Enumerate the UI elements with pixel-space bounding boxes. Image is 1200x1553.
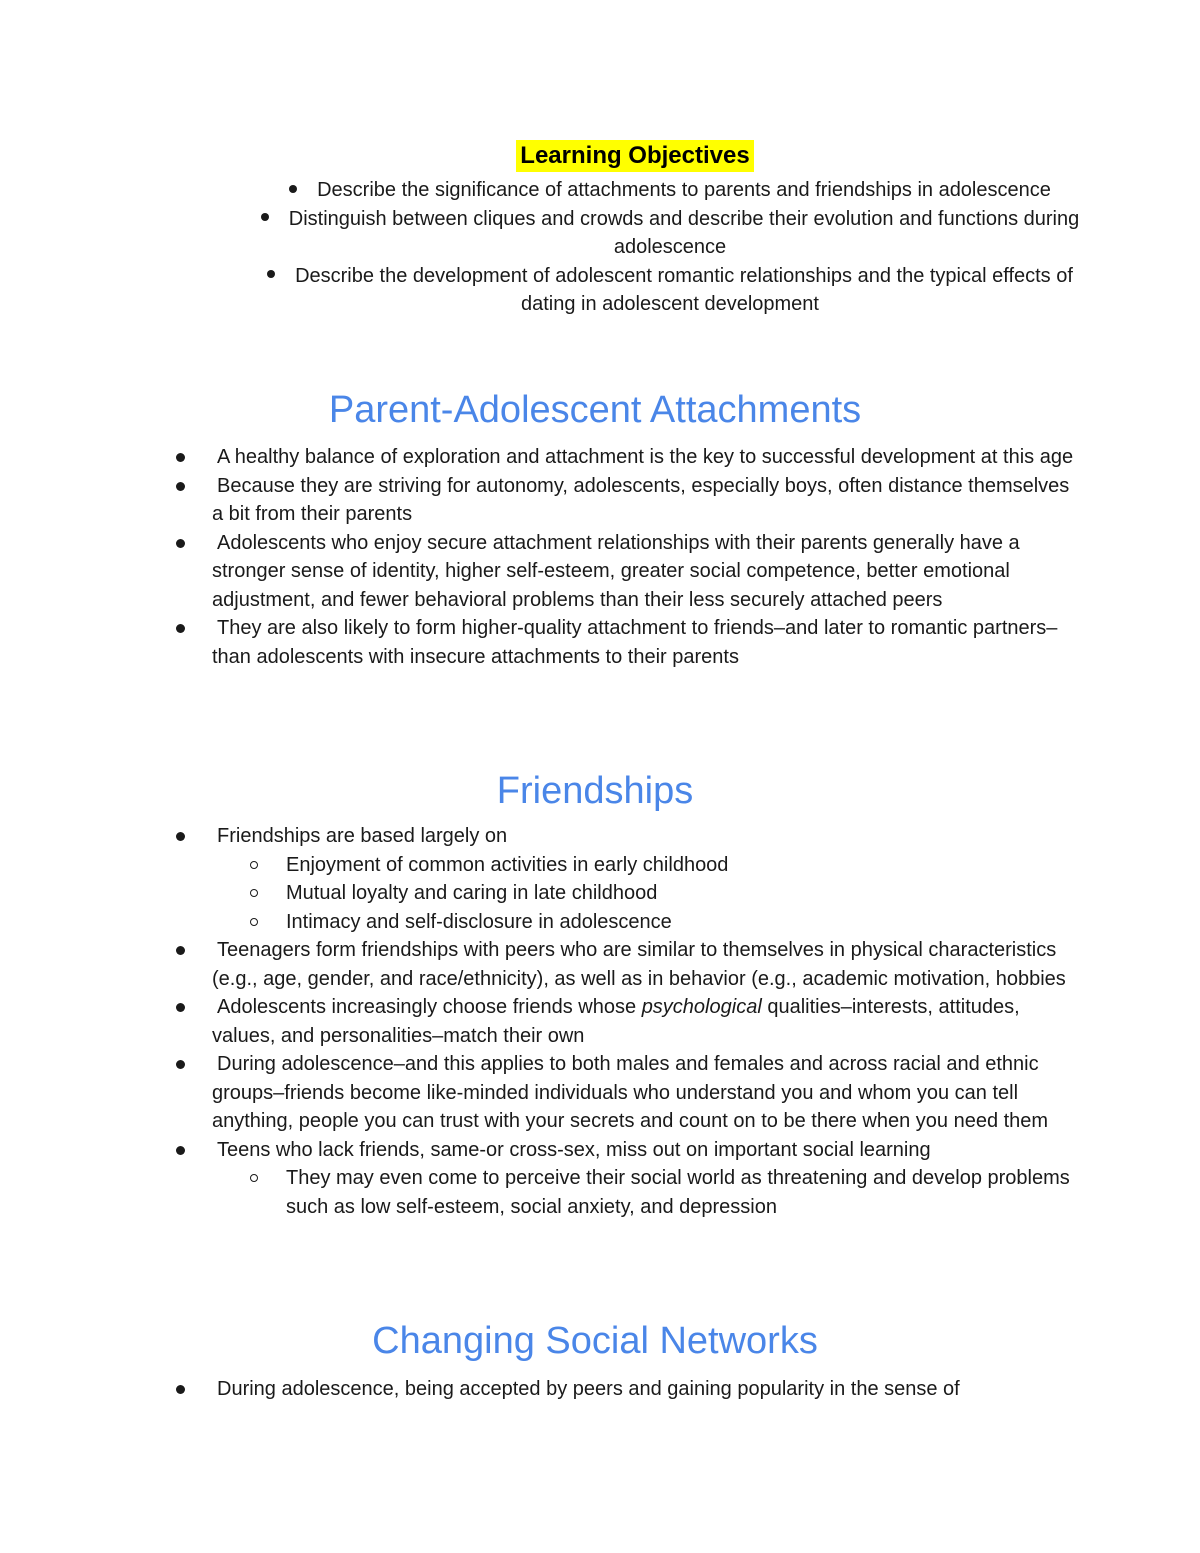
heading-changing-social-networks: Changing Social Networks (372, 1320, 818, 1362)
list-item: During adolescence–and this applies to both males and females and across racial and ethnic groups–friends become like-minded individuals who understand you and whom you can tell anything, people you can trust with your secrets and count on to be there when you need them (176, 1050, 1076, 1136)
list-item: Describe the significance of attachments to parents and friendships in adolescence (250, 176, 1090, 205)
bullet-icon (176, 1146, 185, 1155)
friendships-sublist-2 (212, 1164, 1076, 1221)
sub-list-item: Mutual loyalty and caring in late childhood (176, 879, 1076, 908)
list-item: Friendships are based largely on Enjoyment of common activities in early childhood Mutual loyalty and caring in late childhood Intimacy and self-disclosure in adolescence (176, 822, 1076, 936)
list-item: Because they are striving for autonomy, adolescents, especially boys, often distance themselves a bit from their parents (176, 472, 1076, 529)
parent-attachments-list (176, 443, 1076, 671)
hollow-bullet-icon (250, 889, 258, 897)
bullet-icon (176, 482, 185, 491)
bullet-icon (289, 185, 297, 193)
list-item: Adolescents increasingly choose friends whose psychological qualities–interests, attitudes, values, and personalities–match their own (176, 993, 1076, 1050)
bullet-icon (176, 453, 185, 462)
learning-objectives-title: Learning Objectives (516, 140, 753, 172)
bullet-icon (176, 1385, 185, 1394)
hollow-bullet-icon (250, 918, 258, 926)
hollow-bullet-icon (250, 861, 258, 869)
list-item: During adolescence, being accepted by peers and gaining popularity in the sense of (176, 1375, 1076, 1404)
list-item: Teenagers form friendships with peers who are similar to themselves in physical characteristics (e.g., age, gender, and race/ethnicity), as well as in behavior (e.g., academic motivation, hobbies (176, 936, 1076, 993)
bullet-icon (176, 539, 185, 548)
list-item: Describe the development of adolescent romantic relationships and the typical effects of dating in adolescent development (250, 262, 1090, 319)
learning-objectives-title-wrap (0, 140, 1200, 172)
heading-parent-adolescent-attachments: Parent-Adolescent Attachments (328, 389, 862, 431)
bullet-icon (176, 946, 185, 955)
sub-list-item: They may even come to perceive their social world as threatening and develop problems such as low self-esteem, social anxiety, and depression (176, 1164, 1076, 1221)
social-networks-list (176, 1375, 1076, 1404)
bullet-icon (261, 213, 269, 221)
bullet-icon (176, 1003, 185, 1012)
sub-list-item: Enjoyment of common activities in early childhood (176, 851, 1076, 880)
list-item: Teens who lack friends, same-or cross-sex, miss out on important social learning They may even come to perceive their social world as threatening and develop problems such as low self-esteem, social anxiety, and depression (176, 1136, 1076, 1222)
friendships-list (176, 822, 1076, 1221)
list-item: They are also likely to form higher-quality attachment to friends–and later to romantic partners–than adolescents with insecure attachments to their parents (176, 614, 1076, 671)
bullet-icon (176, 1060, 185, 1069)
list-item: Distinguish between cliques and crowds and describe their evolution and functions during adolescence (250, 205, 1090, 262)
list-item: Adolescents who enjoy secure attachment relationships with their parents generally have a stronger sense of identity, higher self-esteem, greater social competence, better emotional adjustment, and fewer behavioral problems than their less securely attached peers (176, 529, 1076, 615)
sub-list-item: Intimacy and self-disclosure in adolescence (176, 908, 1076, 937)
friendships-sublist (212, 851, 1076, 937)
bullet-icon (267, 270, 275, 278)
hollow-bullet-icon (250, 1174, 258, 1182)
heading-friendships: Friendships (496, 770, 694, 812)
learning-objectives-list (250, 176, 1090, 319)
list-item: A healthy balance of exploration and attachment is the key to successful development at this age (176, 443, 1076, 472)
bullet-icon (176, 624, 185, 633)
bullet-icon (176, 832, 185, 841)
